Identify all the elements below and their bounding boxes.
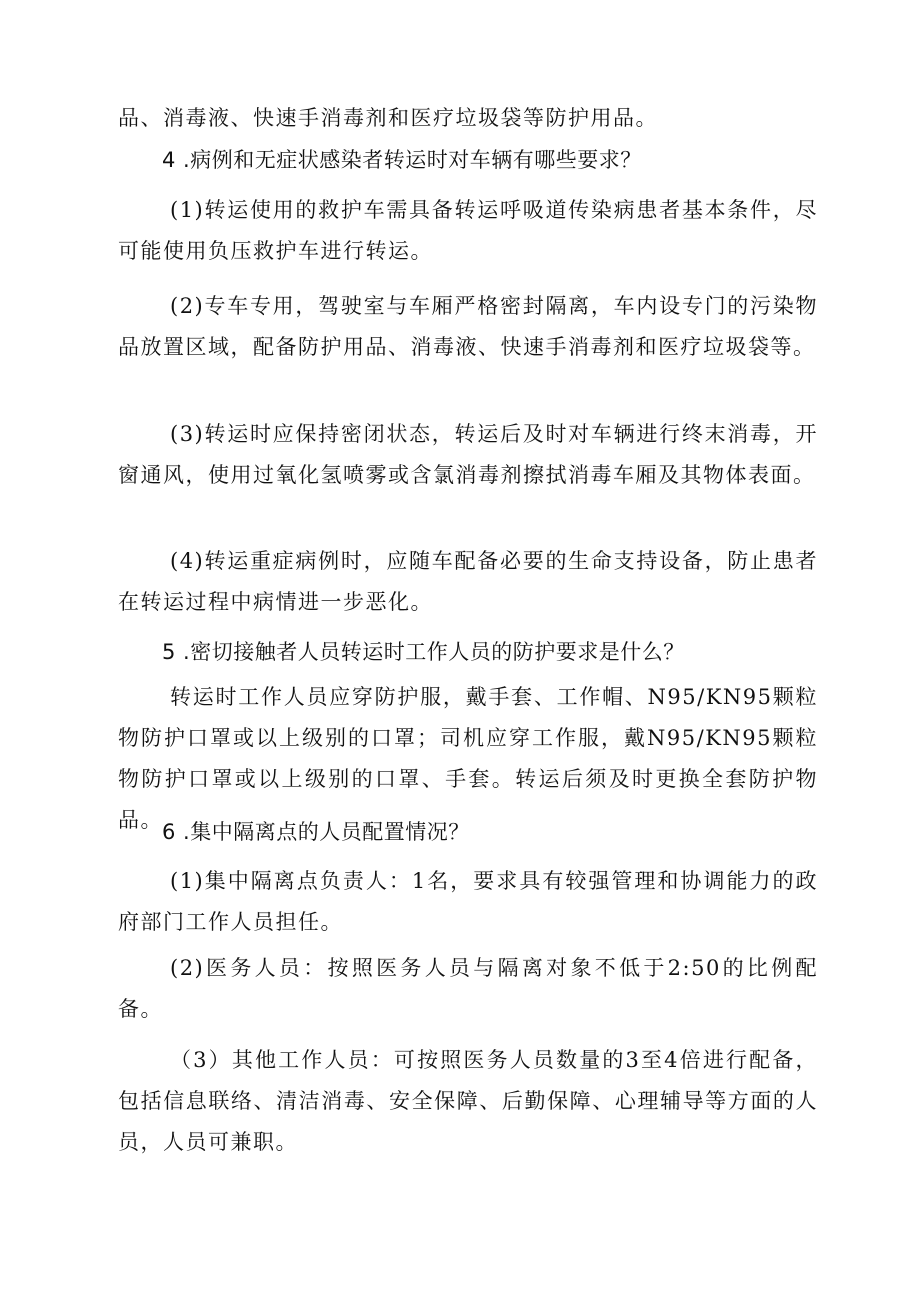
question-heading-6: 6 .集中隔离点的人员配置情况？ [162, 820, 470, 844]
answer-4-item-4: (4)转运重症病例时，应随车配备必要的生命支持设备，防止患者在转运过程中病情进一步恶化。 [118, 549, 818, 614]
question-heading-5: 5 .密切接触者人员转运时工作人员的防护要求是什么？ [162, 640, 685, 664]
answer-5: 转运时工作人员应穿防护服，戴手套、工作帽、N95/KN95颗粒物防护口罩或以上级别的口罩；司机应穿工作服，戴N95/KN95颗粒物防护口罩或以上级别的口罩、手套。转运后须及时更换全套防护物品。 [118, 685, 818, 832]
answer-6-item-1: (1)集中隔离点负责人：1名，要求具有较强管理和协调能力的政府部门工作人员担任。 [118, 869, 818, 934]
paragraph-continued: 品、消毒液、快速手消毒剂和医疗垃圾袋等防护用品。 [118, 106, 658, 130]
answer-4-item-2: (2)专车专用，驾驶室与车厢严格密封隔离，车内设专门的污染物品放置区域，配备防护用品、消毒液、快速手消毒剂和医疗垃圾袋等。 [118, 294, 818, 359]
answer-4-item-1: (1)转运使用的救护车需具备转运呼吸道传染病患者基本条件，尽可能使用负压救护车进行转运。 [118, 198, 818, 263]
question-heading-4: 4 .病例和无症状感染者转运时对车辆有哪些要求？ [162, 148, 642, 172]
answer-6-item-3: （3）其他工作人员：可按照医务人员数量的3至4倍进行配备，包括信息联络、清洁消毒、安全保障、后勤保障、心理辅导等方面的人员，人员可兼职。 [118, 1048, 818, 1154]
answer-6-item-2: (2)医务人员：按照医务人员与隔离对象不低于2:50的比例配备。 [118, 956, 818, 1021]
answer-4-item-3: (3)转运时应保持密闭状态，转运后及时对车辆进行终末消毒，开窗通风，使用过氧化氢喷雾或含氯消毒剂擦拭消毒车厢及其物体表面。 [118, 422, 818, 487]
